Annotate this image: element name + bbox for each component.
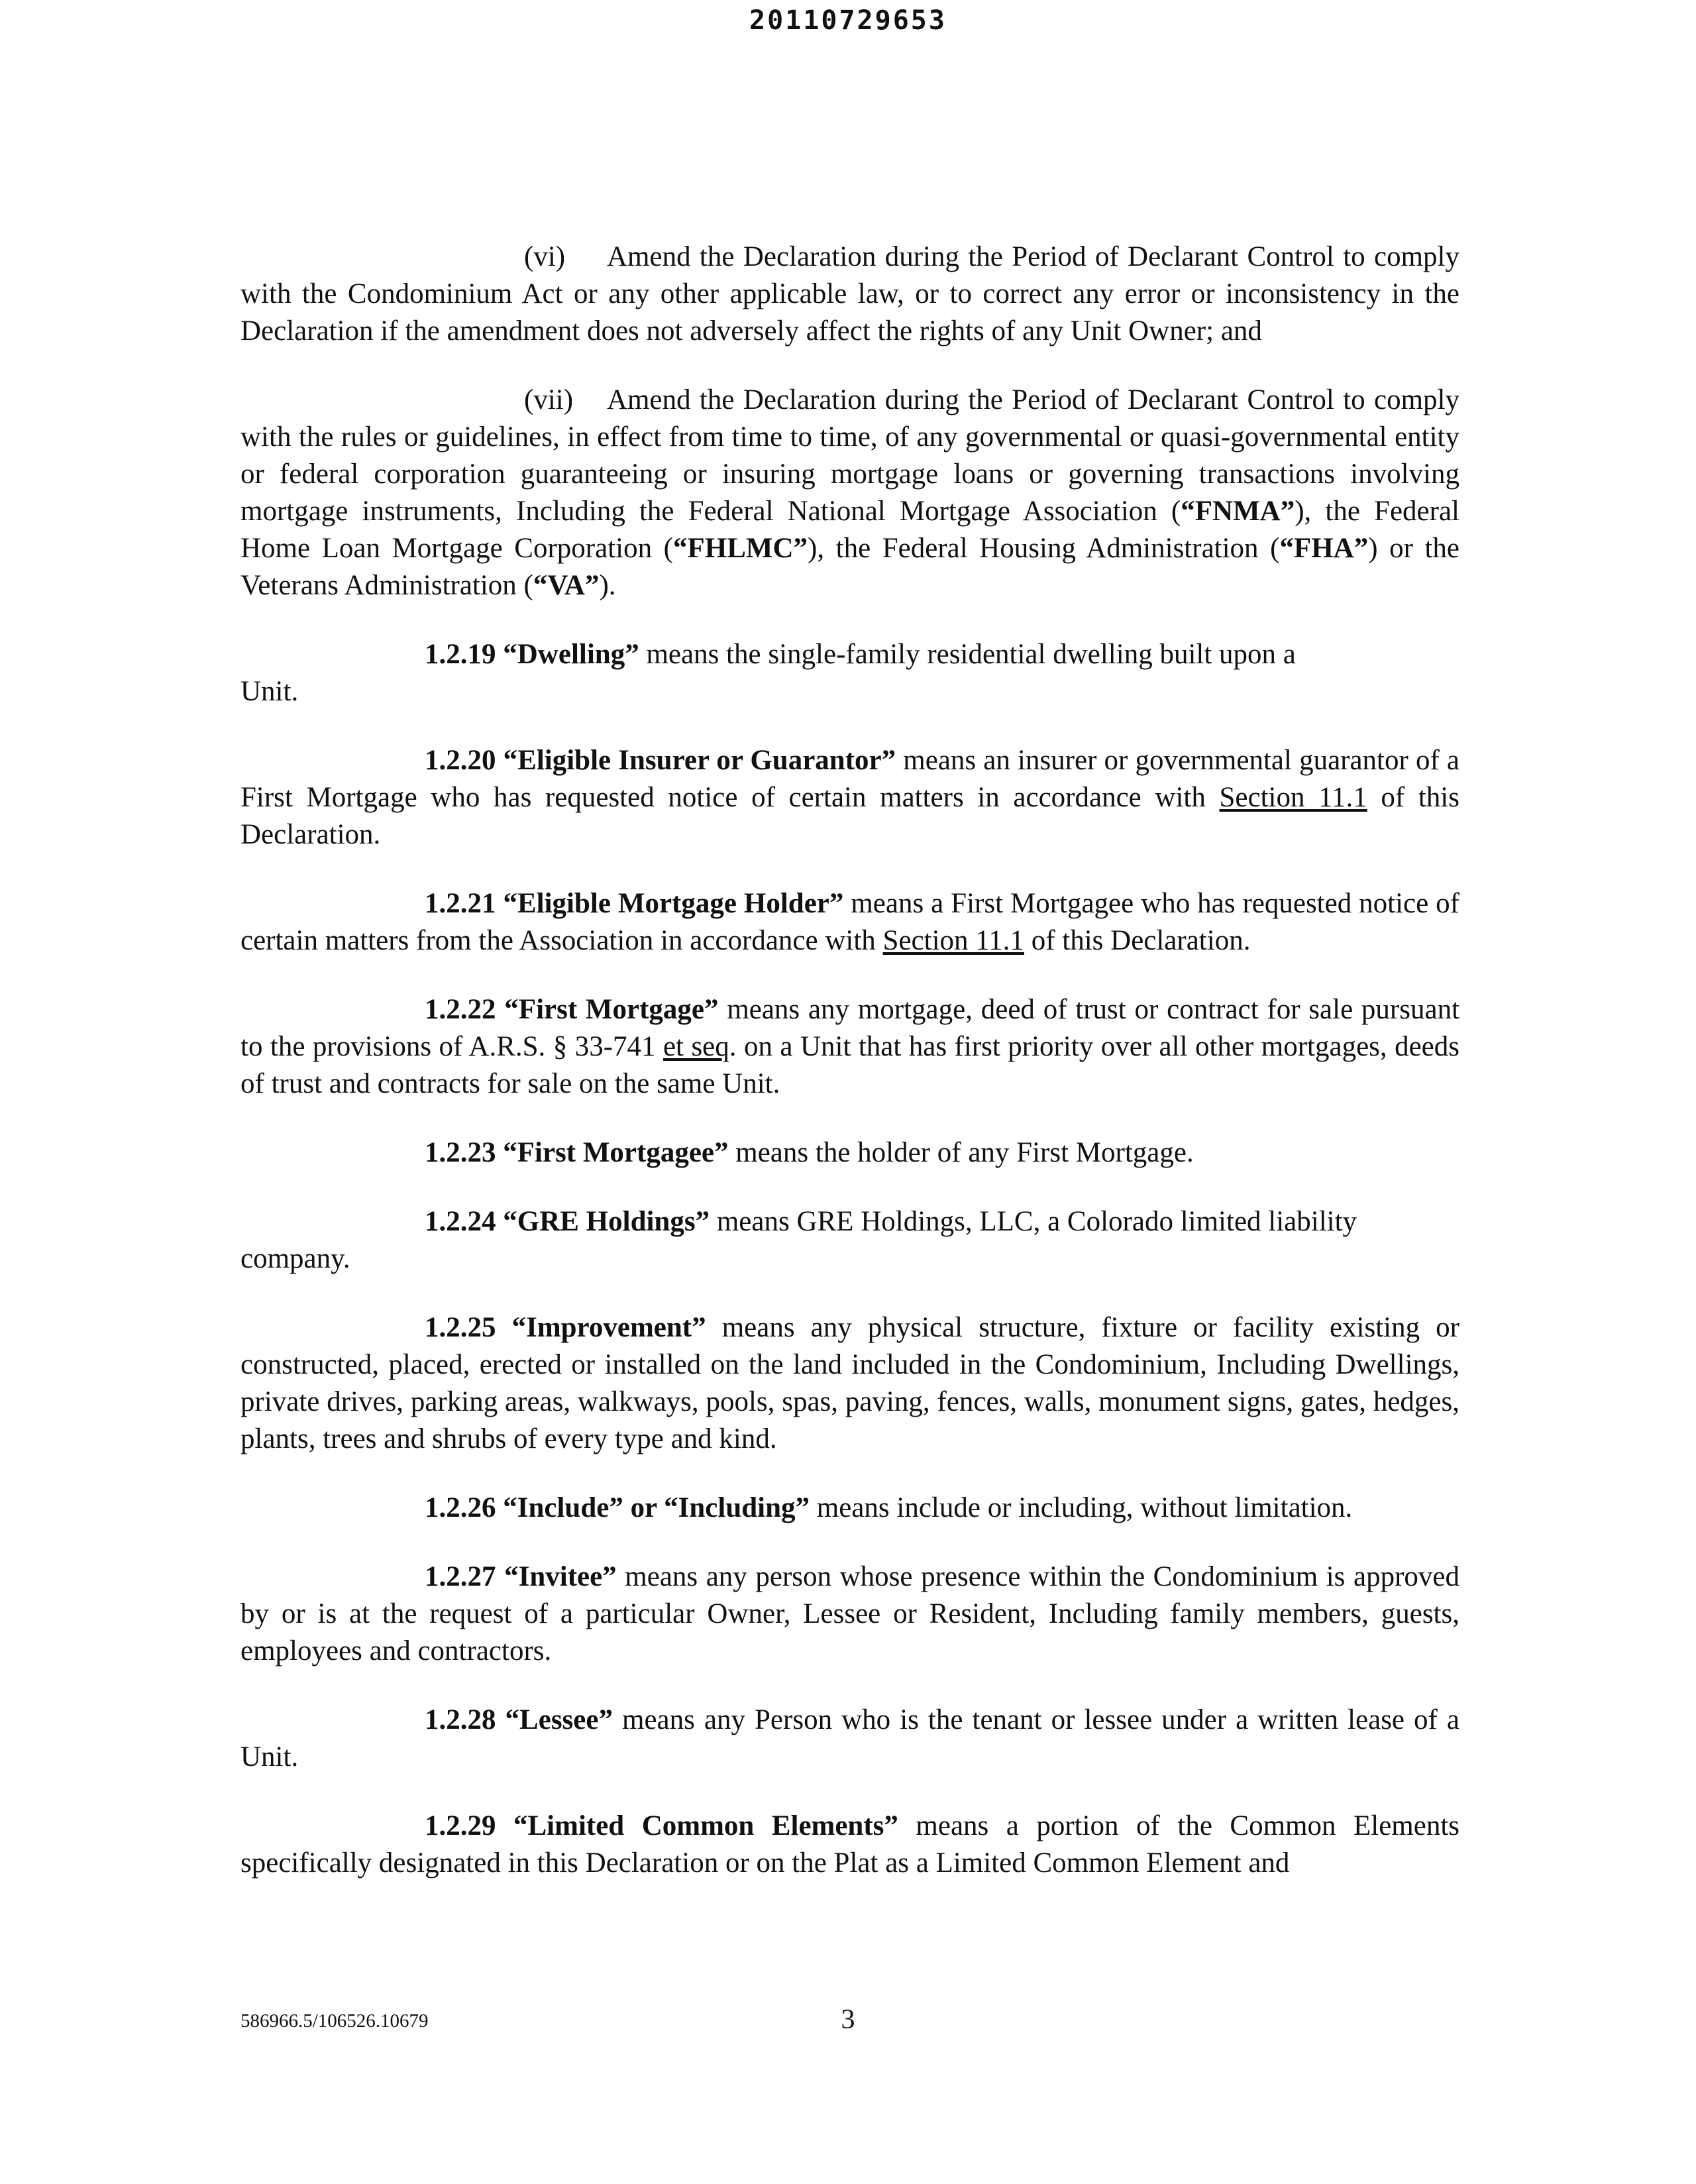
definition-term: “Limited Common Elements” [513,1810,898,1841]
definition-term: “Include” or “Including” [503,1492,810,1523]
definition-first-mortgage: 1.2.22 “First Mortgage” means any mortgage, deed of trust or contract for sale pursuant to the provisions of A.R.S. § 33-741 et seq. on a Unit that has first priority over all other mortgages, deeds of trust and contracts for sale on the same Unit. [240,994,1460,1099]
definition-number: 1.2.22 [425,994,496,1025]
page-number: 3 [841,2004,855,2035]
definition-text: means the holder of any First Mortgage. [735,1137,1194,1168]
definition-continuation: company. [240,1243,350,1274]
definition-term: “Invitee” [504,1561,617,1592]
abbr-fhlmc: “FHLMC” [672,533,808,564]
definition-number: 1.2.29 [425,1810,496,1841]
definition-term: “First Mortgagee” [503,1137,729,1168]
definition-text: means an insurer or governmental guarantor of a First Mortgage who has requested notice of certain matters in accordance with [240,745,1460,813]
definition-number: 1.2.27 [425,1561,496,1592]
definition-limited-common-elements [240,1808,1459,1882]
definition-continuation: Unit. [240,676,299,707]
definition-term: “Eligible Insurer or Guarantor” [503,745,896,776]
subsection-text: Amend the Declaration during the Period of Declarant Control to comply with the Condominium Act or any other applicable law, or to correct any error or inconsistency in the Declaration if the amendment does not adversely affect the rights of any Unit Owner; and [240,241,1459,347]
definition-text: means a portion of the Common Elements specifically designated in this Declaration or on the Plat as a Limited Common Element and [240,1810,1459,1879]
definition-text: means include or including, without limitation. [816,1492,1353,1523]
definition-number: 1.2.26 [425,1492,496,1523]
definition-text: means any Person who is the tenant or lessee under a written lease of a Unit. [240,1704,1460,1773]
definition-number: 1.2.19 [425,639,496,670]
abbr-fha: “FHA” [1279,533,1369,564]
definition-number: 1.2.24 [425,1206,496,1237]
definition-term: “GRE Holdings” [503,1206,710,1237]
definition-text: means any physical structure, fixture or facility existing or constructed, placed, erected or installed on the land included in the Condominium, Including Dwellings, private drives, parking areas, walkways, pools, spas, paving, fences, walls, monument signs, gates, hedges, plants, trees and shrubs of every type and kind. [240,1312,1460,1454]
definition-term: “Lessee” [505,1704,613,1735]
definition-eligible-insurer: 1.2.20 “Eligible Insurer or Guarantor” means an insurer or governmental guarantor of a First Mortgage who has requested notice of certain matters in accordance with Section 11.1 of this Declaration. [240,745,1460,850]
definition-number: 1.2.28 [425,1704,496,1735]
definition-number: 1.2.25 [425,1312,496,1343]
definition-improvement [240,1309,1459,1458]
definition-text: means any person whose presence within the Condominium is approved by or is at the request of a particular Owner, Lessee or Resident, Including family members, guests, employees and contractors. [240,1561,1459,1666]
definition-term: “First Mortgage” [504,994,719,1025]
definition-dwelling [240,636,1459,710]
subsection-label: (vii) [524,384,574,415]
recording-number: 20110729653 [749,5,947,36]
definition-first-mortgagee [240,1134,1459,1172]
definition-text: means GRE Holdings, LLC, a Colorado limited liability [716,1206,1357,1237]
definition-number: 1.2.23 [425,1137,496,1168]
subsection-vii: (vii) Amend the Declaration during the Period of Declarant Control to comply with the rules or guidelines, in effect from time to time, of any governmental or quasi-governmental entity or federal corporation guaranteeing or insuring mortgage loans or governing transactions involving mortgage instruments, Including the Federal National Mortgage Association (“FNMA”), the Federal Home Loan Mortgage Corporation (“FHLMC”), the Federal Housing Administration (“FHA”) or the Veterans Administration (“VA”). [240,382,1459,604]
document-body [240,239,1459,1882]
definition-gre-holdings [240,1203,1459,1278]
definition-number: 1.2.21 [425,888,496,919]
definition-lessee [240,1702,1459,1776]
definition-eligible-mortgage-holder: 1.2.21 “Eligible Mortgage Holder” means a First Mortgagee who has requested notice of certain matters from the Association in accordance with Section 11.1 of this Declaration. [240,888,1459,956]
abbr-fnma: “FNMA” [1181,496,1295,527]
abbr-va: “VA” [533,570,600,601]
et-seq: et seq [662,1031,729,1062]
definition-invitee [240,1558,1459,1670]
definition-number: 1.2.20 [425,745,496,776]
subsection-vi [240,239,1459,350]
definition-text: means a First Mortgagee who has requested notice of certain matters from the Association in accordance with [240,888,1459,956]
definition-term: “Improvement” [511,1312,706,1343]
definition-term: “Eligible Mortgage Holder” [503,888,844,919]
definition-text: means the single-family residential dwelling built upon a [646,639,1296,670]
definition-include [240,1490,1459,1527]
section-reference-link: Section 11.1 [882,925,1024,956]
section-reference-link: Section 11.1 [1219,782,1367,813]
definition-text: means any mortgage, deed of trust or contract for sale pursuant to the provisions of A.R.S. § 33-741 [240,994,1460,1062]
subsection-label: (vi) [524,241,566,272]
definition-term: “Dwelling” [503,639,639,670]
footer-document-id: 586966.5/106526.10679 [240,2010,429,2032]
